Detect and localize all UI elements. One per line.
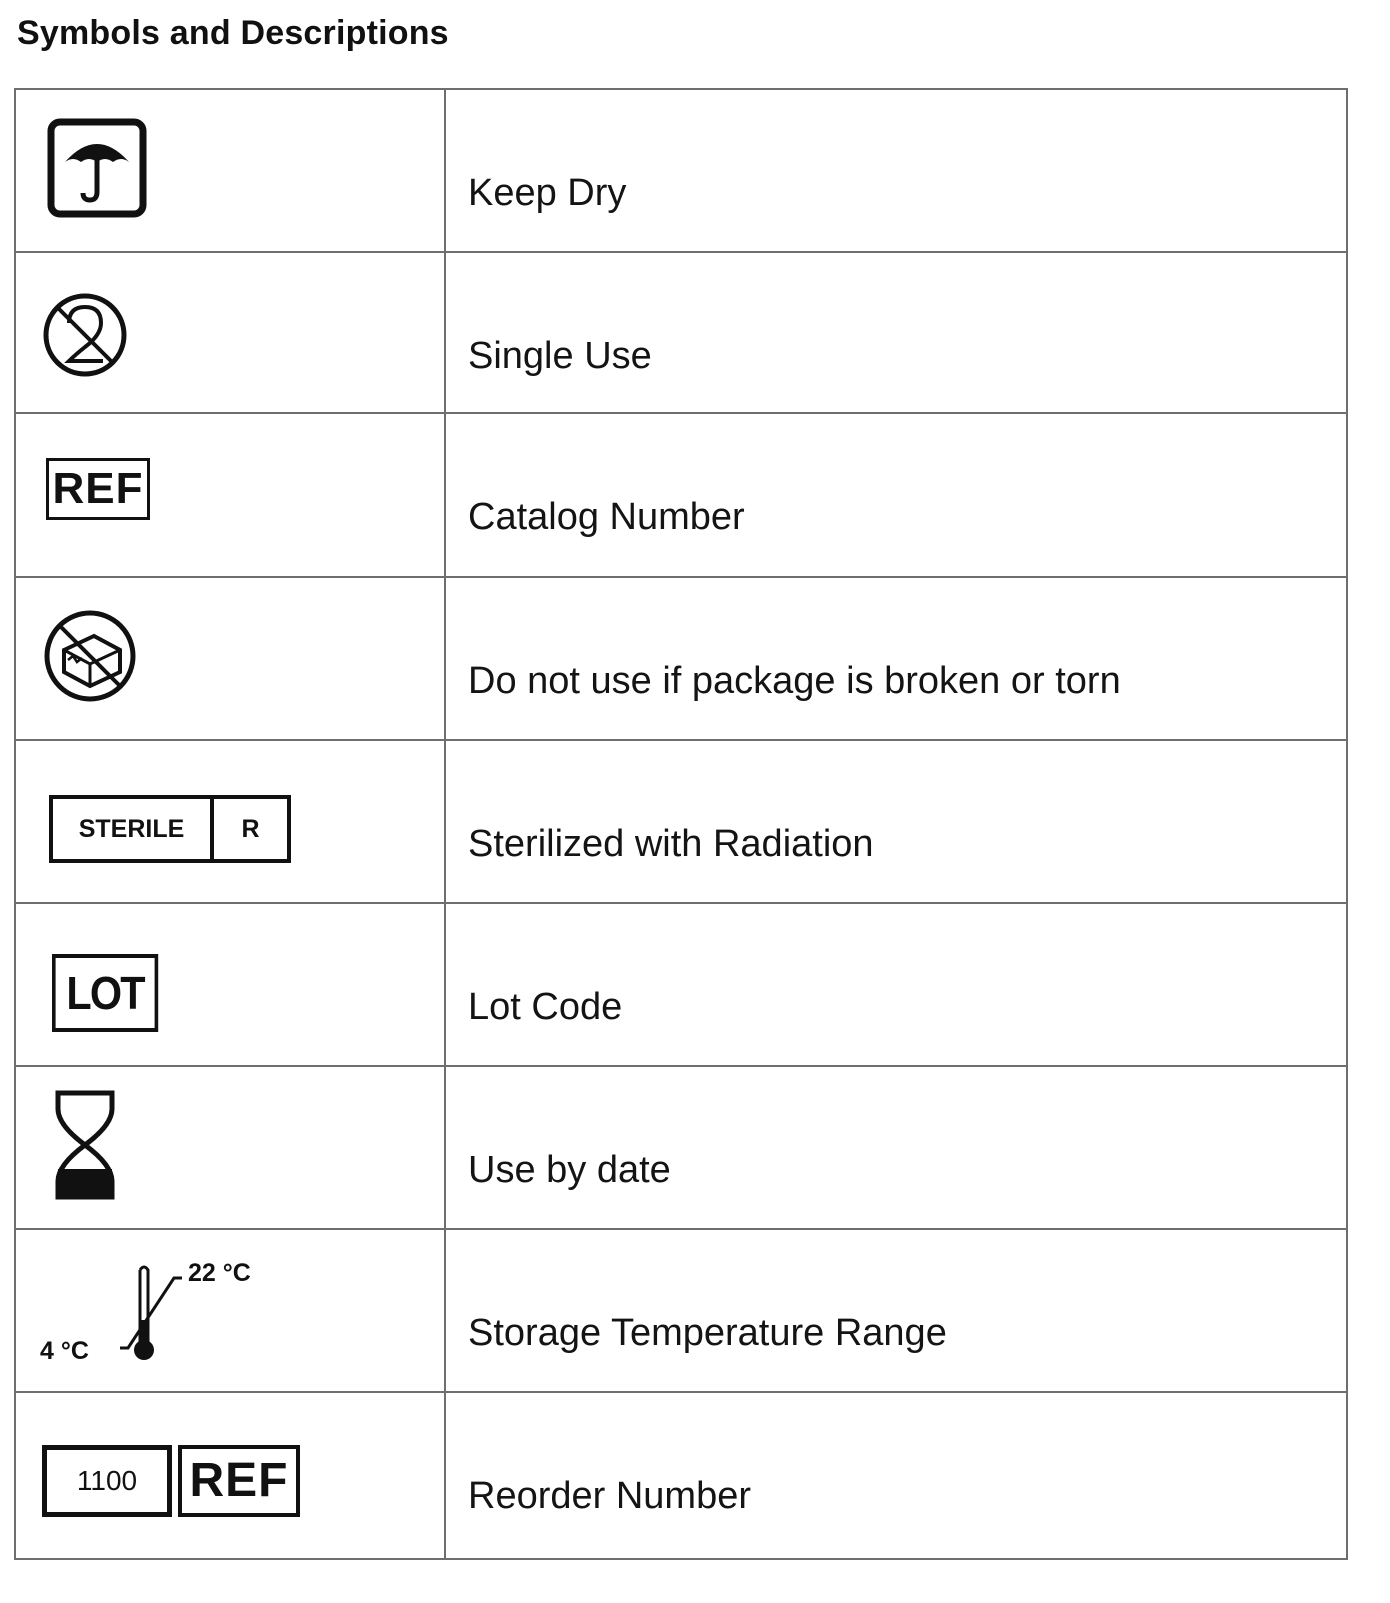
hourglass-icon: [54, 1089, 116, 1201]
symbol-cell: [15, 252, 445, 413]
symbol-cell: [15, 89, 445, 252]
ref-icon: REF: [46, 458, 150, 520]
description-text: Sterilized with Radiation: [468, 823, 874, 865]
high-temp-label: 22 °C: [188, 1260, 251, 1287]
do-not-reuse-icon: [41, 291, 129, 379]
symbol-cell: [15, 413, 445, 577]
description-text: Do not use if package is broken or torn: [468, 660, 1121, 702]
symbol-cell: [15, 740, 445, 903]
description-text: Single Use: [468, 335, 652, 377]
description-text: Reorder Number: [468, 1475, 751, 1517]
description-cell: [445, 1066, 1347, 1229]
page-title: Symbols and Descriptions: [17, 14, 449, 52]
description-cell: [445, 413, 1347, 577]
sterile-label: STERILE: [53, 799, 214, 859]
description-text: Lot Code: [468, 986, 623, 1028]
symbol-cell: [15, 577, 445, 740]
description-cell: [445, 903, 1347, 1066]
table-row: [15, 1066, 1347, 1229]
reorder-ref-icon: [42, 1445, 300, 1517]
symbol-cell: [15, 1392, 445, 1559]
table-row: [15, 413, 1347, 577]
table-row: [15, 903, 1347, 1066]
thermometer-icon: [40, 1260, 280, 1370]
description-text: Use by date: [468, 1149, 671, 1191]
radiation-r-label: R: [241, 815, 260, 843]
reorder-number-box: 1100: [42, 1445, 172, 1517]
description-cell: [445, 89, 1347, 252]
symbol-cell: [15, 903, 445, 1066]
table-row: [15, 740, 1347, 903]
sterile-r-icon: [49, 795, 291, 863]
description-text: Storage Temperature Range: [468, 1312, 947, 1354]
table-row: [15, 89, 1347, 252]
description-text: Catalog Number: [468, 496, 745, 538]
symbol-cell: [15, 1066, 445, 1229]
damaged-package-icon: [42, 608, 138, 704]
table-row: [15, 252, 1347, 413]
table-row: [15, 1229, 1347, 1392]
symbol-cell: [15, 1229, 445, 1392]
description-cell: [445, 1392, 1347, 1559]
description-cell: [445, 577, 1347, 740]
table-row: [15, 1392, 1347, 1559]
lot-icon: LOT: [52, 954, 158, 1032]
low-temp-label: 4 °C: [40, 1337, 89, 1365]
description-text: Keep Dry: [468, 172, 627, 214]
description-cell: [445, 252, 1347, 413]
description-cell: [445, 740, 1347, 903]
description-cell: [445, 1229, 1347, 1392]
umbrella-icon: [47, 118, 147, 218]
table-row: [15, 577, 1347, 740]
symbols-table: [14, 88, 1348, 1560]
ref-label-box: REF: [178, 1445, 300, 1517]
